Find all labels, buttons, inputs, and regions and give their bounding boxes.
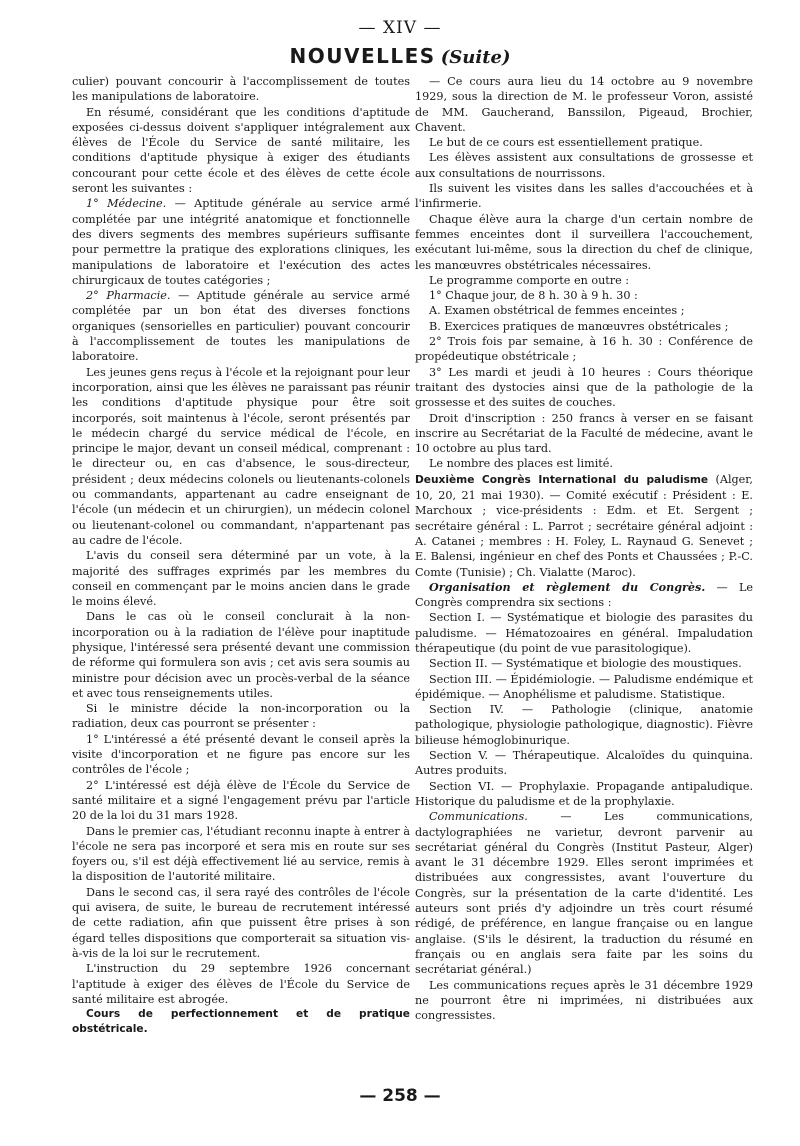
paragraph (72, 196, 410, 288)
paragraph: Dans le second cas, il sera rayé des contrôles de l'école qui avisera, de suite, le bureau de recrutement intéressé de cette radiation, afin que puissent être prises à son égard telles dispositions que comporterait sa situation vis-à-vis de la loi sur le recrutement. (72, 885, 410, 960)
paragraph-text: — Le Congrès comprendra six sections : (415, 580, 753, 610)
paragraph: Le programme comporte en outre : (429, 273, 630, 287)
paragraph: Si le ministre décide la non-incorporation ou la radiation, deux cas pourront se présenter : (72, 702, 410, 731)
section-heading: Deuxième Congrès International du paludisme (415, 473, 709, 486)
paragraph: 1° L'intéressé a été présenté devant le conseil après la visite d'incorporation et ne figure pas encore sur les contrôles de l'école ; (72, 732, 410, 777)
paragraph: 2° L'intéressé est déjà élève de l'École du Service de santé militaire et a signé l'engagement prévu par l'article 20 de la loi du 31 mars 1928. (72, 778, 410, 823)
paragraph: Dans le cas où le conseil conclurait à la non-incorporation ou à la radiation de l'élève pour inaptitude physique, l'intéressé sera présenté devant une commission de réforme qui formulera son avis ; cet avis sera soumis au ministre pour décision avec un procès-verbal de la séance et avec tous renseignements utiles. (72, 610, 410, 700)
paragraph: Section III. — Épidémiologie. — Paludisme endémique et épidémique. — Anophélisme et paludisme. Statistique. (415, 672, 753, 701)
title-main: NOUVELLES (289, 44, 436, 68)
page-roman-number: — XIV — (358, 18, 442, 38)
page-number: — 258 — (359, 1086, 441, 1106)
paragraph: L'instruction du 29 septembre 1926 concernant l'aptitude à exiger des élèves de l'École du Service de santé militaire est abrogée. (72, 962, 410, 1006)
paragraph: 1° Chaque jour, de 8 h. 30 à 9 h. 30 : (429, 289, 638, 303)
paragraph-label: Communications. (429, 810, 528, 824)
paragraph-label: 1° Médecine. (86, 197, 167, 211)
paragraph: 2° Trois fois par semaine, à 16 h. 30 : Conférence de propédeutique obstétricale ; (415, 335, 753, 364)
paragraph-label: Organisation et règlement du Congrès. (429, 579, 706, 594)
paragraph: 3° Les mardi et jeudi à 10 heures : Cours théorique traitant des dystocies ainsi que de la pathologie de la grossesse et des suites de couches. (415, 365, 753, 410)
left-column (72, 74, 410, 1038)
paragraph-text: — Les communications, dactylographiées ne varietur, devront parvenir au secrétariat général du Congrès (Institut Pasteur, Alger) avant le 31 décembre 1929. Elles seront imprimées et distribuées aux congressistes, avant l'ouverture du Congrès, sur la présentation de la carte d'identité. Les auteurs sont priés d'y adjoindre un très court résumé rédigé, de préférence, en langue française ou en langue anglaise. (S'ils le désirent, la traduction du résumé en français ou en anglais sera faite par les soins du secrétariat général.) (415, 810, 753, 977)
section-heading: Cours de perfectionnement et de pratique obstétricale. (72, 1008, 410, 1036)
paragraph (415, 472, 753, 580)
paragraph: Section V. — Thérapeutique. Alcaloïdes du quinquina. Autres produits. (415, 749, 753, 778)
paragraph: Le but de ce cours est essentiellement pratique. (429, 136, 703, 150)
paragraph-text: — Aptitude générale au service armé complétée par un bon état des diverses fonctions organiques (sensorielles en particulier) pouvant concourir à l'accomplissement de toutes les manipulations de laboratoire. (72, 289, 410, 364)
paragraph: En résumé, considérant que les conditions d'aptitude exposées ci-dessus doivent s'appliquer intégralement aux élèves de l'École du Service de santé militaire, les conditions d'aptitude physique à exiger des étudiants concourant pour cette école et des élèves de cette école seront les suivantes : (72, 105, 410, 196)
paragraph: Ils suivent les visites dans les salles d'accouchées et à l'infirmerie. (415, 182, 753, 211)
paragraph: Section VI. — Prophylaxie. Propagande antipaludique. Historique du paludisme et de la prophylaxie. (415, 779, 753, 808)
paragraph: — Ce cours aura lieu du 14 octobre au 9 novembre 1929, sous la direction de M. le professeur Voron, assisté de MM. Gaucherand, Banssilon, Pigeaud, Brochier, Chavent. (415, 75, 753, 134)
paragraph: Section II. — Systématique et biologie des moustiques. (429, 657, 742, 671)
paragraph-text: — Aptitude générale au service armé complétée par une intégrité anatomique et fonctionnelle des divers segments des membres supérieurs suffisante pour permettre la pratique des explorations cliniques, les manipulations de laboratoire et l'exécution des actes chirurgicaux de toutes catégories ; (72, 197, 411, 287)
paragraph: culier) pouvant concourir à l'accomplissement de toutes les manipulations de laboratoire. (72, 75, 410, 104)
paragraph (415, 580, 753, 611)
title-subtitle: (Suite) (440, 47, 511, 68)
page-title (0, 44, 800, 68)
paragraph: Droit d'inscription : 250 francs à verser en se faisant inscrire au Secrétariat de la Faculté de médecine, avant le 10 octobre au plus tard. (415, 411, 753, 456)
paragraph: Section IV. — Pathologie (clinique, anatomie pathologique, physiologie pathologique, diagnostic). Fièvre bilieuse hémoglobinurique. (415, 703, 753, 747)
paragraph: Dans le premier cas, l'étudiant reconnu inapte à entrer à l'école ne sera pas incorporé et sera mis en route sur ses foyers ou, s'il est déjà effectivement lié au service, remis à la disposition de l'autorité militaire. (72, 824, 410, 884)
paragraph: Les communications reçues après le 31 décembre 1929 ne pourront être ni imprimées, ni distribuées aux congressistes. (415, 978, 753, 1023)
paragraph: A. Examen obstétrical de femmes enceintes ; (429, 304, 685, 318)
paragraph (72, 288, 410, 364)
paragraph: Les jeunes gens reçus à l'école et la rejoignant pour leur incorporation, ainsi que les élèves ne paraissant pas réunir les conditions d'aptitude physique pour être soit incorporés, soit maintenus à l'école, seront présentés par le médecin chargé du service médical de l'école, en principe le major, devant un conseil médical, comprenant : le directeur ou, en cas d'absence, le sous-directeur, président ; deux médecins colonels ou lieutenants-colonels ou commandants, appartenant au cadre enseignant de l'école (un médecin et un chirurgien), un médecin colonel ou lieutenant-colonel ou commandant, n'appartenant pas au cadre de l'école. (72, 365, 410, 547)
paragraph-label: 2° Pharmacie. (86, 289, 171, 303)
paragraph: B. Exercices pratiques de manœuvres obstétricales ; (429, 319, 729, 333)
right-column (415, 74, 753, 1023)
paragraph: Les élèves assistent aux consultations de grossesse et aux consultations de nourrissons. (415, 151, 753, 180)
paragraph-text: (Alger, 10, 20, 21 mai 1930). — Comité exécutif : Président : E. Marchoux ; vice-présidents : Edm. et Et. Sergent ; secrétaire général : L. Parrot ; secrétaire général adjoint : A. Catanei ; membres : H. Foley, L. Raynaud G. Senevet ; E. Balensi, ingénieur en chef des Ponts et Chaussées ; P.-C. Comte (Tunisie) ; Ch. Vialatte (Maroc). (415, 472, 753, 579)
paragraph: Section I. — Systématique et biologie des parasites du paludisme. — Hématozoaires en général. Impaludation thérapeutique (du point de vue parasitologique). (415, 611, 753, 655)
paragraph: Le nombre des places est limité. (429, 457, 613, 471)
paragraph: Chaque élève aura la charge d'un certain nombre de femmes enceintes dont il surveillera l'accouchement, exécutant lui-même, sous la direction du chef de clinique, les manœuvres obstétricales nécessaires. (415, 212, 753, 272)
paragraph: L'avis du conseil sera déterminé par un vote, à la majorité des suffrages exprimés par les membres du conseil en commençant par le moins ancien dans le grade le moins élevé. (72, 549, 410, 609)
paragraph (415, 809, 753, 977)
